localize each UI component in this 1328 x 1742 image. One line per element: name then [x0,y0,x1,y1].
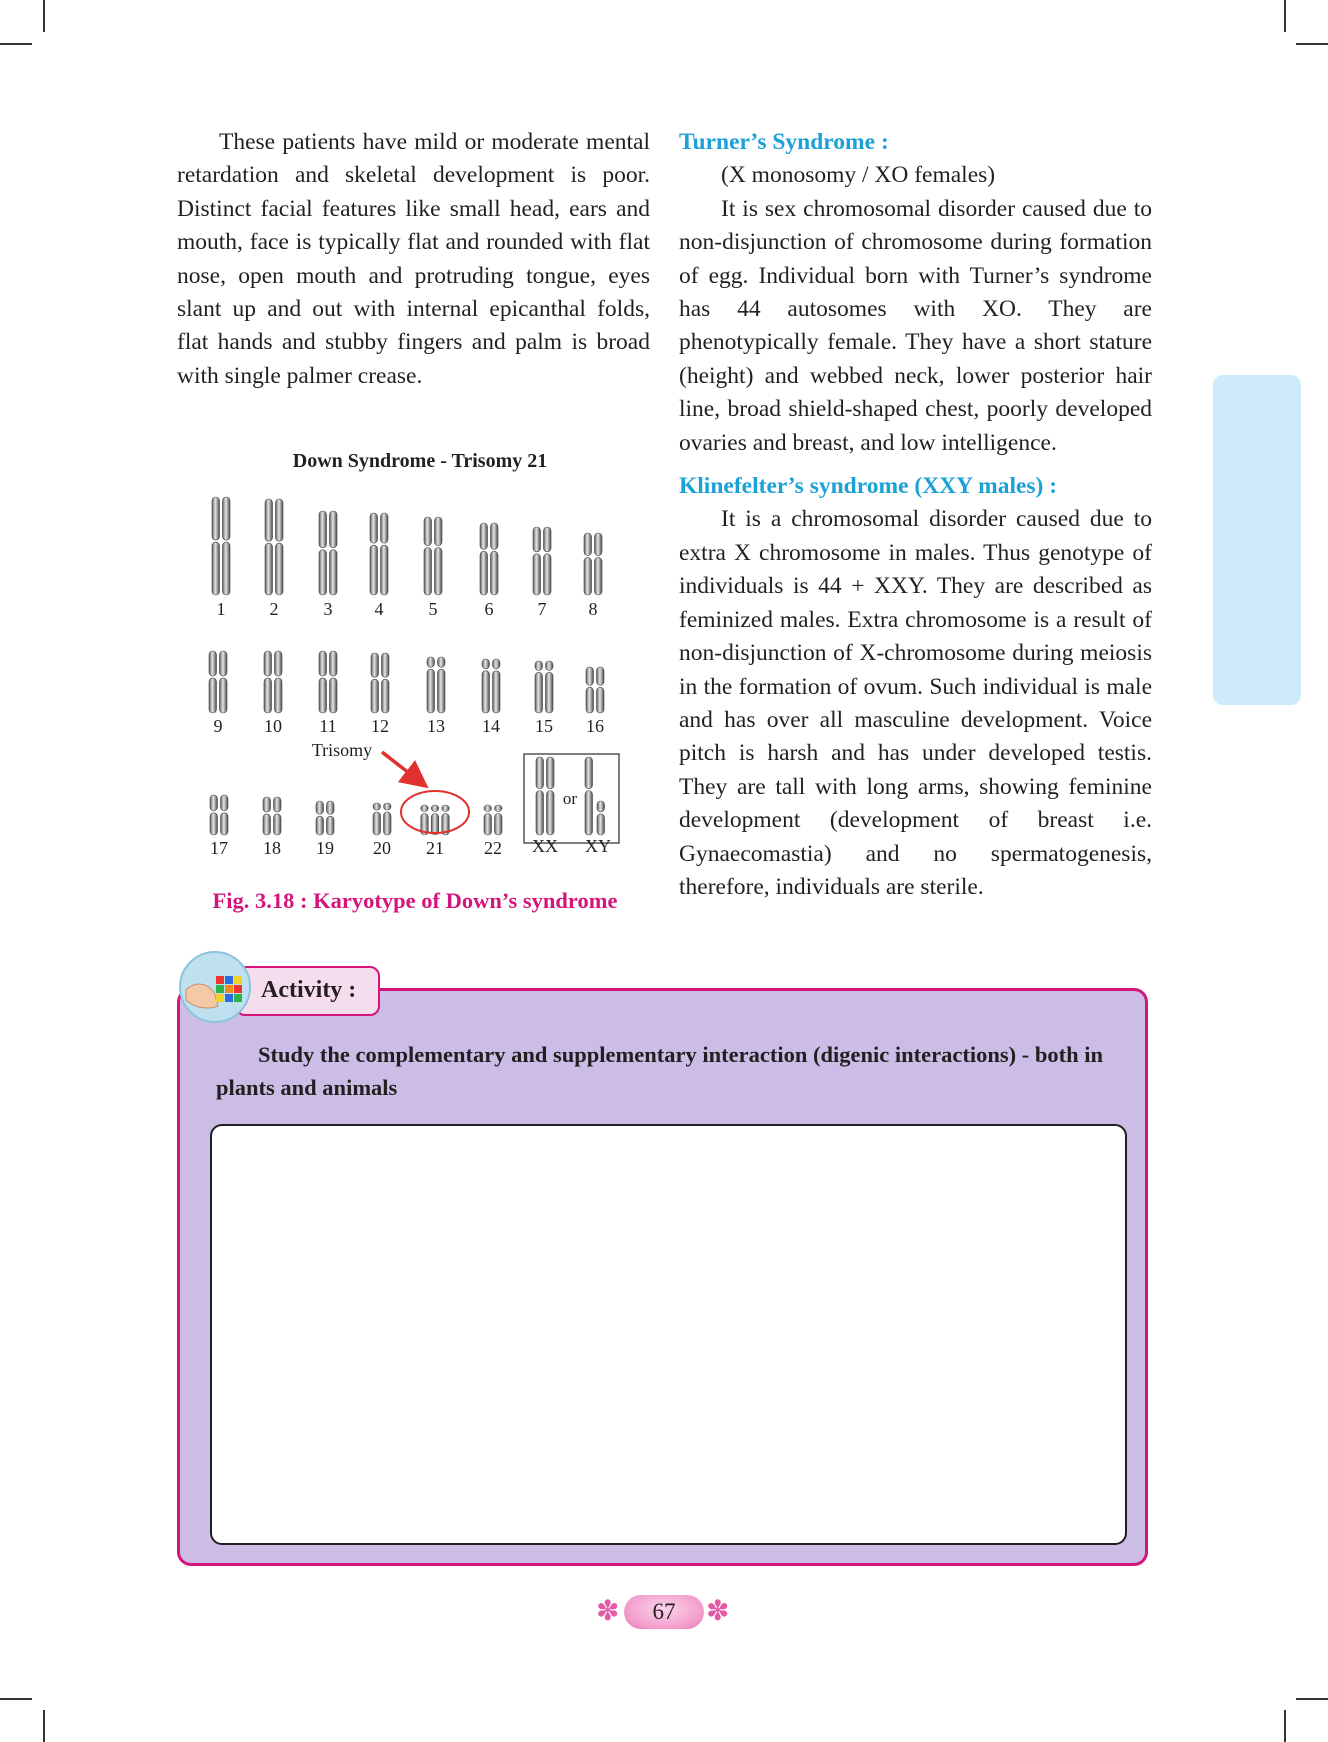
label-22: 22 [484,838,502,858]
chromosome-arm [597,801,605,812]
chromosome-arm [547,791,555,835]
label-13: 13 [427,716,445,736]
chromosome-arm [330,550,338,595]
chromosome-arm [373,803,381,810]
label-15: 15 [535,716,553,736]
chromosome-arm [330,651,338,676]
trisomy-label: Trisomy [311,740,373,760]
label-xx: XX [532,836,558,856]
chromosome-arm [209,651,217,676]
chromosome-arm [427,669,435,713]
chromosome-group [209,497,605,835]
chromosome-arm [546,672,554,713]
chromosome-arm [265,543,273,595]
label-9: 9 [213,716,223,736]
label-17: 17 [210,838,228,858]
chromosome-arm [493,671,501,713]
chromosome-arm [370,513,378,543]
chromosome-arm [536,757,544,789]
chromosome-arm [586,667,594,685]
chromosome-arm [586,687,594,713]
chromosome-arm [263,797,271,812]
chromosome-arm [319,678,327,713]
chromosome-arm [384,812,392,835]
chromosome-arm [263,814,271,835]
label-2: 2 [269,599,279,619]
chromosome-arm [221,795,229,811]
chromosome-arm [546,661,554,670]
chromosome-arm [482,671,490,713]
chromosome-arm [319,651,327,676]
chromosome-arm [597,667,605,685]
chromosome-arm [327,801,335,814]
chromosome-arm [431,805,439,812]
chromosome-arm [370,545,378,595]
chromosome-arm [438,657,446,667]
crop-mark [0,43,32,45]
label-19: 19 [316,838,334,858]
chromosome-arm [480,551,488,595]
chromosome-arm [438,669,446,713]
crop-mark [0,1698,32,1700]
figure-title: Down Syndrome - Trisomy 21 [292,450,548,472]
chromosome-arm [276,543,284,595]
chromosome-arm [382,679,390,713]
chapter-side-tab [1213,375,1301,705]
chromosome-arm [424,517,432,546]
chromosome-arm [584,533,592,556]
chromosome-arm [597,814,605,835]
chromosome-arm [480,523,488,549]
chromosome-arm [223,542,231,595]
label-20: 20 [373,838,391,858]
chromosome-arm [384,803,392,810]
crop-mark [1296,43,1328,45]
left-column [177,126,650,393]
chromosome-arm [330,511,338,548]
chromosome-arm [431,814,439,836]
chromosome-arm [435,548,443,595]
chromosome-arm [535,661,543,670]
chromosome-arm [482,659,490,669]
chromosome-arm [371,679,379,713]
turner-heading: Turner’s Syndrome : [679,129,889,155]
chromosome-arm [319,511,327,548]
chromosome-arm [381,513,389,543]
chromosome-arm [220,651,228,676]
chromosome-arm [595,558,603,595]
chromosome-arm [276,499,284,541]
label-12: 12 [371,716,389,736]
turner-subtitle: (X monosomy / XO females) [721,162,996,189]
chromosome-arm [275,678,283,713]
chromosome-arm [316,816,324,835]
chromosome-arm [533,527,541,552]
flower-icon: ✽ [596,1596,620,1627]
chromosome-arm [493,659,501,669]
or-label: or [562,789,578,808]
chromosome-arm [212,497,220,540]
chromosome-arm [319,550,327,595]
right-column [679,126,1152,904]
chromosome-arm [495,805,503,812]
chromosome-arm [381,545,389,595]
page-number: 67 [624,1595,704,1629]
activity-label: Activity : [235,966,380,1016]
chromosome-arm [427,657,435,667]
label-7: 7 [537,599,547,619]
chromosome-arm [209,678,217,713]
klinefelter-paragraph: It is a chromosomal disorder caused due to extra X chromosome in males. Thus genotype of individuals is 44 + XXY. They are described as feminized males. Extra chromosome is a result of non-disjunction of X-chromosome during meiosis in the formation of ovum. Such individual is male and has over all masculine development. Voice pitch is harsh and has under developed testis. They are tall with long arms, showing feminine development (development of breast i.e. Gynaecomastia) and no spermatogenesis, therefore, individuals are sterile. [679,506,1152,900]
chromosome-arm [265,499,273,541]
chromosome-arm [220,678,228,713]
crop-mark [1296,1698,1328,1700]
label-14: 14 [482,716,500,736]
label-3: 3 [323,599,333,619]
chromosome-arm [495,814,503,836]
chromosome-arm [274,797,282,812]
label-1: 1 [216,599,226,619]
chromosome-arm [597,687,605,713]
chromosome-arm [210,813,218,835]
turner-paragraph: It is sex chromosomal disorder caused due to non-disjunction of chromosome during formation of egg. Individual born with Turner’s syndrome has 44 autosomes with XO. They are phenotypically female. They have a short stature (height) and webbed neck, lower posterior hair line, broad shield-shaped chest, poorly developed ovaries and breast, and low intelligence. [679,195,1152,456]
chromosome-arm [585,757,593,789]
label-10: 10 [264,716,282,736]
chromosome-arm [330,678,338,713]
chromosome-arm [535,672,543,713]
crop-mark [43,1710,45,1742]
chromosome-arm [212,542,220,595]
chromosome-arm [585,791,593,835]
label-11: 11 [319,716,337,736]
chromosome-arm [484,805,492,812]
chromosome-arm [373,812,381,835]
activity-instruction: Study the complementary and supplementary interaction (digenic interactions) - both in plants and animals [216,1042,1103,1100]
rubiks-cube-icon [178,950,252,1024]
chromosome-arm [327,816,335,835]
label-18: 18 [263,838,281,858]
chromosome-arm [491,523,499,549]
trisomy-arrow [382,752,423,784]
page-number-badge [594,1592,734,1632]
chromosome-arm [424,548,432,595]
chromosome-arm [595,533,603,556]
chromosome-arm [584,558,592,595]
down-syndrome-paragraph: These patients have mild or moderate mental retardation and skeletal development is poor. Distinct facial features like small head, ears and mouth, face is typically flat and rounded with flat nose, open mouth and protruding tongue, eyes slant up and out with internal epicanthal folds, flat hands and stubby fingers and palm is broad with single palmer crease. [177,129,650,389]
chromosome-arm [421,805,429,812]
chromosome-arm [274,814,282,835]
chromosome-arm [210,795,218,811]
chromosome-arm [435,517,443,546]
label-16: 16 [586,716,604,736]
chromosome-arm [264,651,272,676]
label-6: 6 [484,599,494,619]
chromosome-arm [223,497,231,540]
label-21: 21 [426,838,444,858]
crop-mark [1284,1710,1286,1742]
chromosome-arm [533,554,541,595]
chromosome-arm [275,651,283,676]
chromosome-arm [442,805,450,812]
label-8: 8 [588,599,598,619]
flower-icon: ✽ [706,1596,730,1627]
chromosome-arm [544,554,552,595]
activity-answer-area[interactable] [210,1124,1127,1545]
chromosome-arm [371,653,379,677]
crop-mark [1284,0,1286,32]
label-4: 4 [374,599,384,619]
klinefelter-heading: Klinefelter’s syndrome (XXY males) : [679,473,1058,500]
karyotype-figure [177,480,647,870]
chromosome-arm [316,801,324,814]
chromosome-arm [536,791,544,835]
chromosome-arm [264,678,272,713]
crop-mark [43,0,45,32]
label-xy: XY [585,836,611,856]
figure-caption: Fig. 3.18 : Karyotype of Down’s syndrome [212,888,618,913]
chromosome-arm [221,813,229,835]
chromosome-arm [382,653,390,677]
label-5: 5 [428,599,438,619]
chromosome-arm [547,757,555,789]
chromosome-arm [544,527,552,552]
chromosome-arm [491,551,499,595]
chromosome-arm [484,814,492,836]
